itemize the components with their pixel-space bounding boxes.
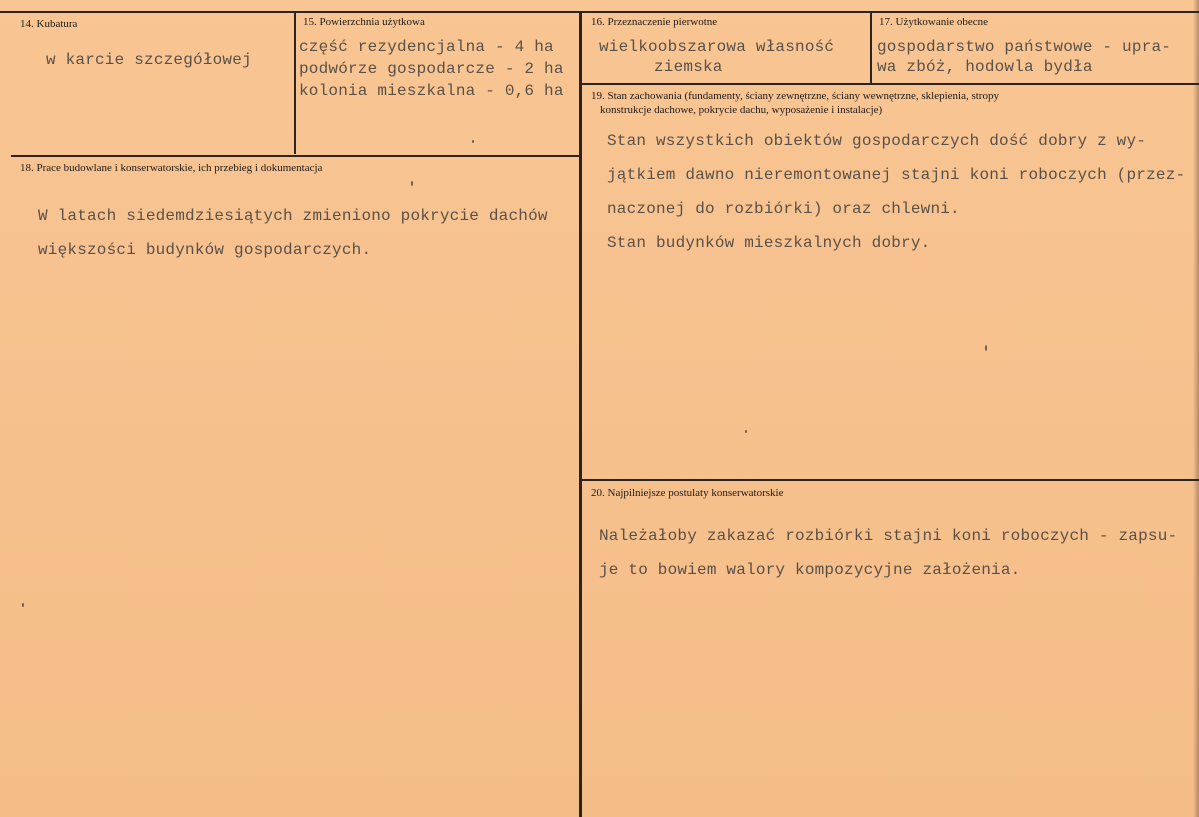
- field-17-value: [877, 37, 1171, 77]
- field-20-value: [599, 519, 1177, 587]
- field-18-line-2: większości budynków gospodarczych.: [38, 241, 372, 259]
- center-divider: [579, 11, 582, 817]
- field-19-line-4: Stan budynków mieszkalnych dobry.: [607, 234, 931, 252]
- field-14-label: 14. Kubatura: [20, 18, 78, 30]
- paper-edge-shadow: [1193, 0, 1199, 817]
- field-15-label: 15. Powierzchnia użytkowa: [303, 16, 425, 28]
- paper-speck: [411, 181, 413, 186]
- field-18-value: [38, 199, 548, 267]
- field-19-label-line-2: konstrukcje dachowe, pokrycie dachu, wyposażenie i instalacje): [600, 104, 883, 116]
- field-15-line-1: część rezydencjalna - 4 ha: [299, 38, 554, 56]
- top-border-line: [0, 11, 1199, 13]
- field-14-value: [46, 50, 252, 70]
- field-15-value: [299, 36, 564, 102]
- field-14-line-1: w karcie szczegółowej: [46, 51, 252, 69]
- field-20-label: 20. Najpilniejsze postulaty konserwatorskie: [591, 487, 784, 499]
- divider-right-row1: [581, 83, 1199, 85]
- field-18-label: 18. Prace budowlane i konserwatorskie, ich przebieg i dokumentacja: [20, 162, 323, 174]
- field-19-value: [607, 124, 1185, 260]
- field-16-line-1: wielkoobszarowa własność: [599, 38, 835, 56]
- paper-speck: [22, 603, 24, 607]
- field-19-line-2: jątkiem dawno nieremontowanej stajni koni roboczych (przez-: [607, 166, 1186, 184]
- divider-16-17: [870, 11, 872, 83]
- field-20-line-1: Należałoby zakazać rozbiórki stajni koni roboczych - zapsu-: [599, 527, 1178, 545]
- field-17-line-1: gospodarstwo państwowe - upra-: [877, 38, 1172, 56]
- field-16-value: [599, 37, 834, 77]
- field-19-line-3: naczonej do rozbiórki) oraz chlewni.: [607, 200, 960, 218]
- field-17-line-2: wa zbóż, hodowla bydła: [877, 58, 1093, 76]
- field-19-line-1: Stan wszystkich obiektów gospodarczych dość dobry z wy-: [607, 132, 1147, 150]
- divider-14-15: [294, 11, 296, 154]
- paper-speck: [472, 140, 474, 143]
- divider-left-row: [11, 155, 581, 157]
- field-16-line-2: ziemska: [654, 58, 723, 76]
- divider-right-row2: [581, 479, 1199, 481]
- field-18-line-1: W latach siedemdziesiątych zmieniono pokrycie dachów: [38, 207, 548, 225]
- field-15-line-3: kolonia mieszkalna - 0,6 ha: [299, 82, 564, 100]
- field-15-line-2: podwórze gospodarcze - 2 ha: [299, 60, 564, 78]
- field-16-label: 16. Przeznaczenie pierwotne: [591, 16, 718, 28]
- field-20-line-2: je to bowiem walory kompozycyjne założenia.: [599, 561, 1021, 579]
- field-17-label: 17. Użytkowanie obecne: [879, 16, 989, 28]
- paper-speck: [745, 430, 747, 433]
- field-19-label-line-1: 19. Stan zachowania (fundamenty, ściany zewnętrzne, ściany wewnętrzne, sklepienia, stropy: [591, 90, 999, 102]
- paper-speck: [985, 345, 987, 351]
